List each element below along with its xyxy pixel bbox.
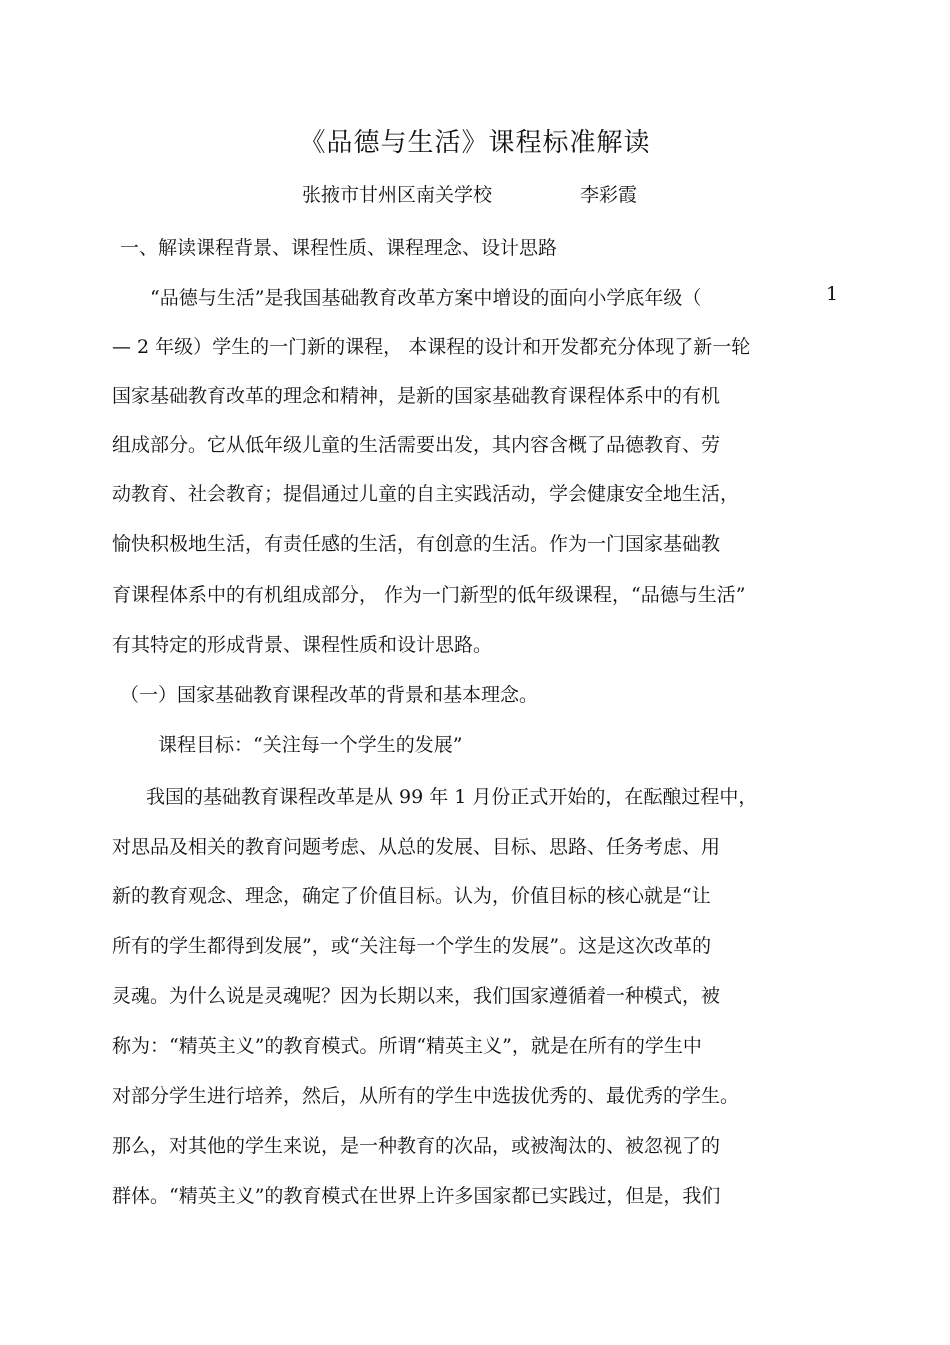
paragraph-1-line: 组成部分。它从低年级儿童的生活需要出发，其内容含概了品德教育、劳 [112, 434, 721, 456]
paragraph-2-line: 所有的学生都得到发展”，或“关注每一个学生的发展”。这是这次改革的 [112, 935, 712, 957]
paragraph-1-line: 育课程体系中的有机组成部分， 作为一门新型的低年级课程，“品德与生活” [112, 584, 746, 606]
section-heading-1: 一、解读课程背景、课程性质、课程理念、设计思路 [120, 237, 558, 259]
paragraph-2-line: 群体。“精英主义”的教育模式在世界上许多国家都已实践过，但是，我们 [112, 1185, 721, 1207]
author-name: 李彩霞 [580, 184, 638, 206]
paragraph-2-line: 对部分学生进行培养，然后，从所有的学生中选拔优秀的、最优秀的学生。 [112, 1085, 740, 1107]
paragraph-1-line-1-number: 1 [826, 283, 839, 305]
paragraph-1-line: 有其特定的形成背景、课程性质和设计思路。 [112, 634, 493, 656]
paragraph-2-line: 我国的基础教育课程改革是从 99 年 1 月份正式开始的，在酝酿过程中， [146, 786, 758, 808]
school-name: 张掖市甘州区南关学校 [302, 184, 493, 206]
paragraph-2-line: 对思品及相关的教育问题考虑、从总的发展、目标、思路、任务考虑、用 [112, 836, 721, 858]
paragraph-2-line: 称为：“精英主义”的教育模式。所谓“精英主义”，就是在所有的学生中 [112, 1035, 702, 1057]
section-heading-2: （一）国家基础教育课程改革的背景和基本理念。 [120, 684, 539, 706]
paragraph-2-line: 灵魂。为什么说是灵魂呢？因为长期以来，我们国家遵循着一种模式，被 [112, 985, 721, 1007]
paragraph-1-line: 动教育、社会教育；提倡通过儿童的自主实践活动，学会健康安全地生活， [112, 483, 740, 505]
paragraph-1-line: 愉快积极地生活，有责任感的生活，有创意的生活。作为一门国家基础教 [112, 533, 721, 555]
paragraph-2-line: 新的教育观念、理念，确定了价值目标。认为，价值目标的核心就是“让 [112, 885, 711, 907]
paragraph-1-line-1: “品德与生活”是我国基础教育改革方案中增设的面向小学底年级（ [150, 287, 702, 309]
document-title: 《品德与生活》课程标准解读 [299, 128, 651, 158]
course-goal: 课程目标：“关注每一个学生的发展” [158, 734, 463, 756]
paragraph-2-line: 那么，对其他的学生来说，是一种教育的次品，或被淘汰的、被忽视了的 [112, 1135, 721, 1157]
paragraph-1-line: — 2 年级）学生的一门新的课程， 本课程的设计和开发都充分体现了新一轮 [112, 336, 751, 358]
paragraph-1-line: 国家基础教育改革的理念和精神，是新的国家基础教育课程体系中的有机 [112, 385, 721, 407]
